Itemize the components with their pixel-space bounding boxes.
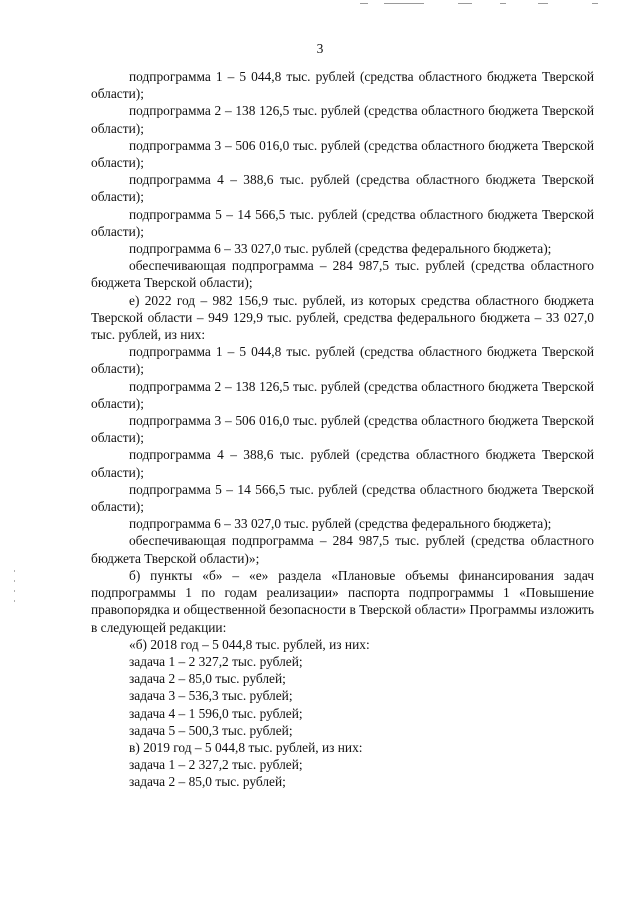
list-item: «б) 2018 год – 5 044,8 тыс. рублей, из них: <box>129 636 370 652</box>
list-item: задача 5 – 500,3 тыс. рублей; <box>129 722 293 738</box>
list-item: задача 4 – 1 596,0 тыс. рублей; <box>129 705 303 721</box>
paragraph: подпрограмма 5 – 14 566,5 тыс. рублей (средства областного бюджета Тверской области); <box>91 481 594 515</box>
list-item: задача 3 – 536,3 тыс. рублей; <box>129 688 293 704</box>
paragraph: подпрограмма 3 – 506 016,0 тыс. рублей (средства областного бюджета Тверской области); <box>91 413 594 446</box>
paragraph: подпрограмма 4 – 388,6 тыс. рублей (средства областного бюджета Тверской области); <box>91 447 594 480</box>
paragraph: подпрограмма 3 – 506 016,0 тыс. рублей (средства областного бюджета Тверской области); <box>91 137 594 171</box>
paragraph: обеспечивающая подпрограмма – 284 987,5 тыс. рублей (средства областного бюджета Тверской области)»; <box>91 533 594 566</box>
paragraph: обеспечивающая подпрограмма – 284 987,5 тыс. рублей (средства областного бюджета Тверской области); <box>91 258 594 291</box>
page-number: 3 <box>316 41 324 56</box>
paragraph: подпрограмма 2 – 138 126,5 тыс. рублей (средства областного бюджета Тверской области); <box>91 378 594 411</box>
paragraph: подпрограмма 4 – 388,6 тыс. рублей (средства областного бюджета Тверской области); <box>91 172 594 205</box>
paragraph: подпрограмма 5 – 14 566,5 тыс. рублей (средства областного бюджета Тверской области); <box>91 206 594 239</box>
paragraph: подпрограмма 2 – 138 126,5 тыс. рублей (средства областного бюджета Тверской области); <box>91 103 594 136</box>
paragraph: подпрограмма 6 – 33 027,0 тыс. рублей (средства федерального бюджета); <box>129 241 552 257</box>
list-item: задача 1 – 2 327,2 тыс. рублей; <box>129 653 303 669</box>
list-item: задача 1 – 2 327,2 тыс. рублей; <box>129 757 303 773</box>
paragraph: б) пункты «б» – «е» раздела «Плановые объемы финансирования задач подпрограммы 1 по годам реализации» паспорта подпрограммы 1 «Повышение правопорядка и общественной безопасности в Тверской области» Программы изложить в следующей редакции: <box>91 567 594 635</box>
paragraph: подпрограмма 6 – 33 027,0 тыс. рублей (средства федерального бюджета); <box>129 516 552 532</box>
document-body <box>91 68 594 791</box>
scan-artifact-left <box>14 570 16 610</box>
list-item: в) 2019 год – 5 044,8 тыс. рублей, из них: <box>129 739 363 755</box>
paragraph: е) 2022 год – 982 156,9 тыс. рублей, из которых средства областного бюджета Тверской области – 949 129,9 тыс. рублей, средства федерального бюджета – 33 027,0 тыс. рублей, из них: <box>91 292 594 343</box>
paragraph: подпрограмма 1 – 5 044,8 тыс. рублей (средства областного бюджета Тверской области); <box>91 344 594 377</box>
paragraph: подпрограмма 1 – 5 044,8 тыс. рублей (средства областного бюджета Тверской области); <box>91 69 594 102</box>
list-item: задача 2 – 85,0 тыс. рублей; <box>129 671 286 687</box>
list-item: задача 2 – 85,0 тыс. рублей; <box>129 774 286 790</box>
scan-artifact-marks <box>360 3 620 7</box>
